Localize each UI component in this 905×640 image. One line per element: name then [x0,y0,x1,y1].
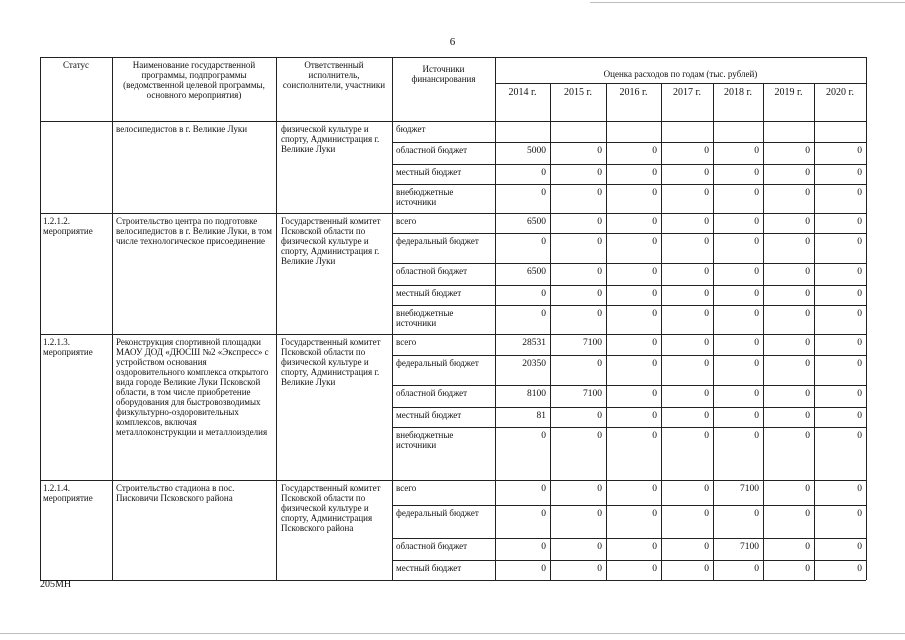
amount-cell: 0 [597,359,602,369]
header-year: 2019 г. [774,87,803,98]
funding-source-label: областной бюджет [396,266,468,276]
funding-source-label: внебюджетные источники [396,187,454,207]
row-rule [392,142,866,143]
amount-cell: 0 [704,484,709,494]
amount-cell: 0 [754,431,759,441]
table-rule [392,57,393,580]
amount-cell: 0 [597,217,602,227]
amount-cell: 0 [652,188,657,198]
amount-cell: 28531 [522,338,546,348]
header-responsible: Ответственный исполнитель, соисполнители, участники [282,60,386,90]
block-status: 1.2.1.4. мероприятие [43,483,93,503]
amount-cell: 0 [754,237,759,247]
funding-source-label: бюджет [396,124,426,134]
footer-code: 205МН [40,579,72,590]
amount-cell: 0 [805,146,810,156]
amount-cell: 0 [597,431,602,441]
row-rule [392,560,866,561]
table-rule [112,57,113,580]
amount-cell: 0 [541,431,546,441]
amount-cell: 0 [597,289,602,299]
amount-cell: 0 [652,564,657,574]
amount-cell: 0 [704,431,709,441]
table-rule [40,57,866,58]
row-rule [392,407,866,408]
amount-cell: 0 [805,564,810,574]
block-bottom-rule [40,213,866,214]
amount-cell: 0 [754,338,759,348]
amount-cell: 0 [652,542,657,552]
amount-cell: 0 [754,168,759,178]
header-status: Статус [63,60,89,70]
funding-source-label: всего [396,216,417,226]
amount-cell: 0 [805,289,810,299]
amount-cell: 0 [805,389,810,399]
row-rule [392,285,866,286]
amount-cell: 0 [857,564,862,574]
block-responsible: физической культуре и спорту, Администрация г. Великие Луки [281,124,380,154]
scan-edge-top [590,2,905,3]
funding-source-label: федеральный бюджет [396,358,479,368]
funding-source-label: внебюджетные источники [396,430,454,450]
amount-cell: 0 [857,411,862,421]
amount-cell: 0 [857,338,862,348]
amount-cell: 0 [652,289,657,299]
amount-cell: 0 [857,309,862,319]
amount-cell: 0 [754,188,759,198]
amount-cell: 0 [805,237,810,247]
header-year: 2015 г. [564,87,592,98]
amount-cell: 0 [805,431,810,441]
amount-cell: 0 [857,217,862,227]
row-rule [392,184,866,185]
funding-source-label: федеральный бюджет [396,508,479,518]
amount-cell: 0 [754,411,759,421]
amount-cell: 0 [704,564,709,574]
amount-cell: 0 [597,411,602,421]
amount-cell: 7100 [740,542,759,552]
amount-cell: 0 [597,509,602,519]
amount-cell: 0 [754,509,759,519]
header-year: 2016 г. [619,87,648,98]
amount-cell: 0 [704,389,709,399]
amount-cell: 6500 [527,267,546,277]
amount-cell: 0 [597,542,602,552]
amount-cell: 0 [704,289,709,299]
amount-cell: 0 [652,509,657,519]
page-number: 6 [449,36,456,48]
amount-cell: 81 [536,411,546,421]
block-program-name: велосипедистов в г. Великие Луки [116,124,248,134]
amount-cell: 0 [754,217,759,227]
row-rule [392,305,866,306]
scan-edge-bottom [0,633,905,634]
amount-cell: 0 [597,484,602,494]
amount-cell: 0 [652,309,657,319]
amount-cell: 0 [652,146,657,156]
amount-cell: 0 [754,309,759,319]
amount-cell: 0 [754,289,759,299]
amount-cell: 0 [754,146,759,156]
table-rule [40,57,41,580]
amount-cell: 0 [805,217,810,227]
amount-cell: 0 [597,237,602,247]
amount-cell: 0 [652,267,657,277]
table-rule [276,57,277,580]
amount-cell: 0 [652,484,657,494]
block-responsible: Государственный комитет Псковской области по физической культуре и спорту, Администрация Псковского района [281,483,381,533]
amount-cell: 0 [704,188,709,198]
amount-cell: 0 [805,267,810,277]
amount-cell: 0 [805,359,810,369]
amount-cell: 0 [857,542,862,552]
amount-cell: 0 [541,309,546,319]
amount-cell: 0 [704,542,709,552]
amount-cell: 0 [652,411,657,421]
funding-source-label: местный бюджет [396,288,462,298]
amount-cell: 0 [652,237,657,247]
header-year: 2017 г. [673,87,701,98]
amount-cell: 0 [652,359,657,369]
amount-cell: 0 [652,431,657,441]
row-rule [392,538,866,539]
amount-cell: 0 [541,564,546,574]
header-sources: Источники финансирования [411,64,476,84]
amount-cell: 0 [857,389,862,399]
amount-cell: 0 [704,237,709,247]
header-year: 2018 г. [724,87,752,98]
amount-cell: 0 [541,542,546,552]
funding-source-label: местный бюджет [396,563,462,573]
row-rule [392,164,866,165]
amount-cell: 0 [597,564,602,574]
header-year: 2020 г. [826,87,854,98]
funding-source-label: местный бюджет [396,167,462,177]
row-rule [392,355,866,356]
amount-cell: 0 [857,146,862,156]
amount-cell: 0 [857,359,862,369]
amount-cell: 0 [541,509,546,519]
amount-cell: 0 [652,338,657,348]
amount-cell: 5000 [527,146,546,156]
amount-cell: 0 [805,542,810,552]
amount-cell: 0 [805,509,810,519]
amount-cell: 0 [704,267,709,277]
amount-cell: 0 [704,217,709,227]
funding-source-label: местный бюджет [396,410,462,420]
funding-source-label: областной бюджет [396,541,468,551]
amount-cell: 0 [857,509,862,519]
table-rule [866,57,867,580]
amount-cell: 0 [704,168,709,178]
amount-cell: 0 [805,338,810,348]
amount-cell: 7100 [583,389,602,399]
row-rule [392,427,866,428]
amount-cell: 0 [541,168,546,178]
amount-cell: 0 [805,484,810,494]
funding-source-label: внебюджетные источники [396,308,454,328]
amount-cell: 0 [597,146,602,156]
row-rule [392,233,866,234]
amount-cell: 0 [754,564,759,574]
block-program-name: Реконструкция спортивной площадки МАОУ ДОД «ДЮСШ №2 «Экспресс» с устройством основания оздоровительного комплекса открытого вида городе Великие Луки Псковской области, в том числе приобретение оборудования для быстровозводимых физкультурно-оздоровительных комплексов, включая металлоконструкции и металлоизделия [116,337,269,437]
block-program-name: Строительство стадиона в пос. Писковичи Псковского района [116,483,235,503]
header-estimate: Оценка расходов по годам (тыс. рублей) [603,69,758,79]
table-rule [40,121,866,122]
block-status: 1.2.1.2. мероприятие [43,216,93,236]
amount-cell: 0 [541,188,546,198]
amount-cell: 0 [652,217,657,227]
amount-cell: 0 [857,188,862,198]
amount-cell: 0 [857,267,862,277]
amount-cell: 0 [857,168,862,178]
amount-cell: 0 [597,309,602,319]
row-rule [392,263,866,264]
amount-cell: 0 [754,359,759,369]
block-bottom-rule [40,480,866,481]
amount-cell: 0 [704,411,709,421]
amount-cell: 0 [541,289,546,299]
funding-source-label: областной бюджет [396,145,468,155]
amount-cell: 6500 [527,217,546,227]
block-responsible: Государственный комитет Псковской области по физической культуре и спорту, Администрация г. Великие Луки [281,337,381,387]
amount-cell: 7100 [740,484,759,494]
amount-cell: 0 [597,188,602,198]
amount-cell: 0 [754,389,759,399]
amount-cell: 0 [597,168,602,178]
amount-cell: 0 [857,289,862,299]
block-bottom-rule [40,334,866,335]
amount-cell: 0 [704,359,709,369]
amount-cell: 0 [805,309,810,319]
amount-cell: 0 [857,484,862,494]
amount-cell: 0 [805,168,810,178]
amount-cell: 0 [597,267,602,277]
funding-source-label: областной бюджет [396,388,468,398]
row-rule [392,385,866,386]
funding-source-label: всего [396,337,417,347]
block-bottom-rule [40,580,866,581]
funding-source-label: всего [396,483,417,493]
block-responsible: Государственный комитет Псковской области по физической культуре и спорту, Администрация г. Великие Луки [281,216,381,266]
amount-cell: 0 [704,309,709,319]
amount-cell: 0 [704,509,709,519]
amount-cell: 7100 [583,338,602,348]
amount-cell: 0 [541,237,546,247]
block-program-name: Строительство центра по подготовке велосипедистов в г. Великие Луки, в том числе технологическое присоединение [116,216,272,246]
amount-cell: 0 [704,146,709,156]
amount-cell: 0 [857,431,862,441]
amount-cell: 0 [857,237,862,247]
amount-cell: 0 [805,411,810,421]
header-year: 2014 г. [508,87,537,98]
block-status: 1.2.1.3. мероприятие [43,337,93,357]
amount-cell: 0 [754,267,759,277]
row-rule [392,505,866,506]
amount-cell: 0 [652,389,657,399]
amount-cell: 0 [704,338,709,348]
amount-cell: 0 [805,188,810,198]
header-program-name: Наименование государственной программы, подпрограммы (ведомственной целевой программы, основного мероприятия) [123,60,265,100]
amount-cell: 0 [652,168,657,178]
funding-source-label: федеральный бюджет [396,236,479,246]
amount-cell: 8100 [527,389,546,399]
amount-cell: 0 [541,484,546,494]
amount-cell: 20350 [522,359,546,369]
